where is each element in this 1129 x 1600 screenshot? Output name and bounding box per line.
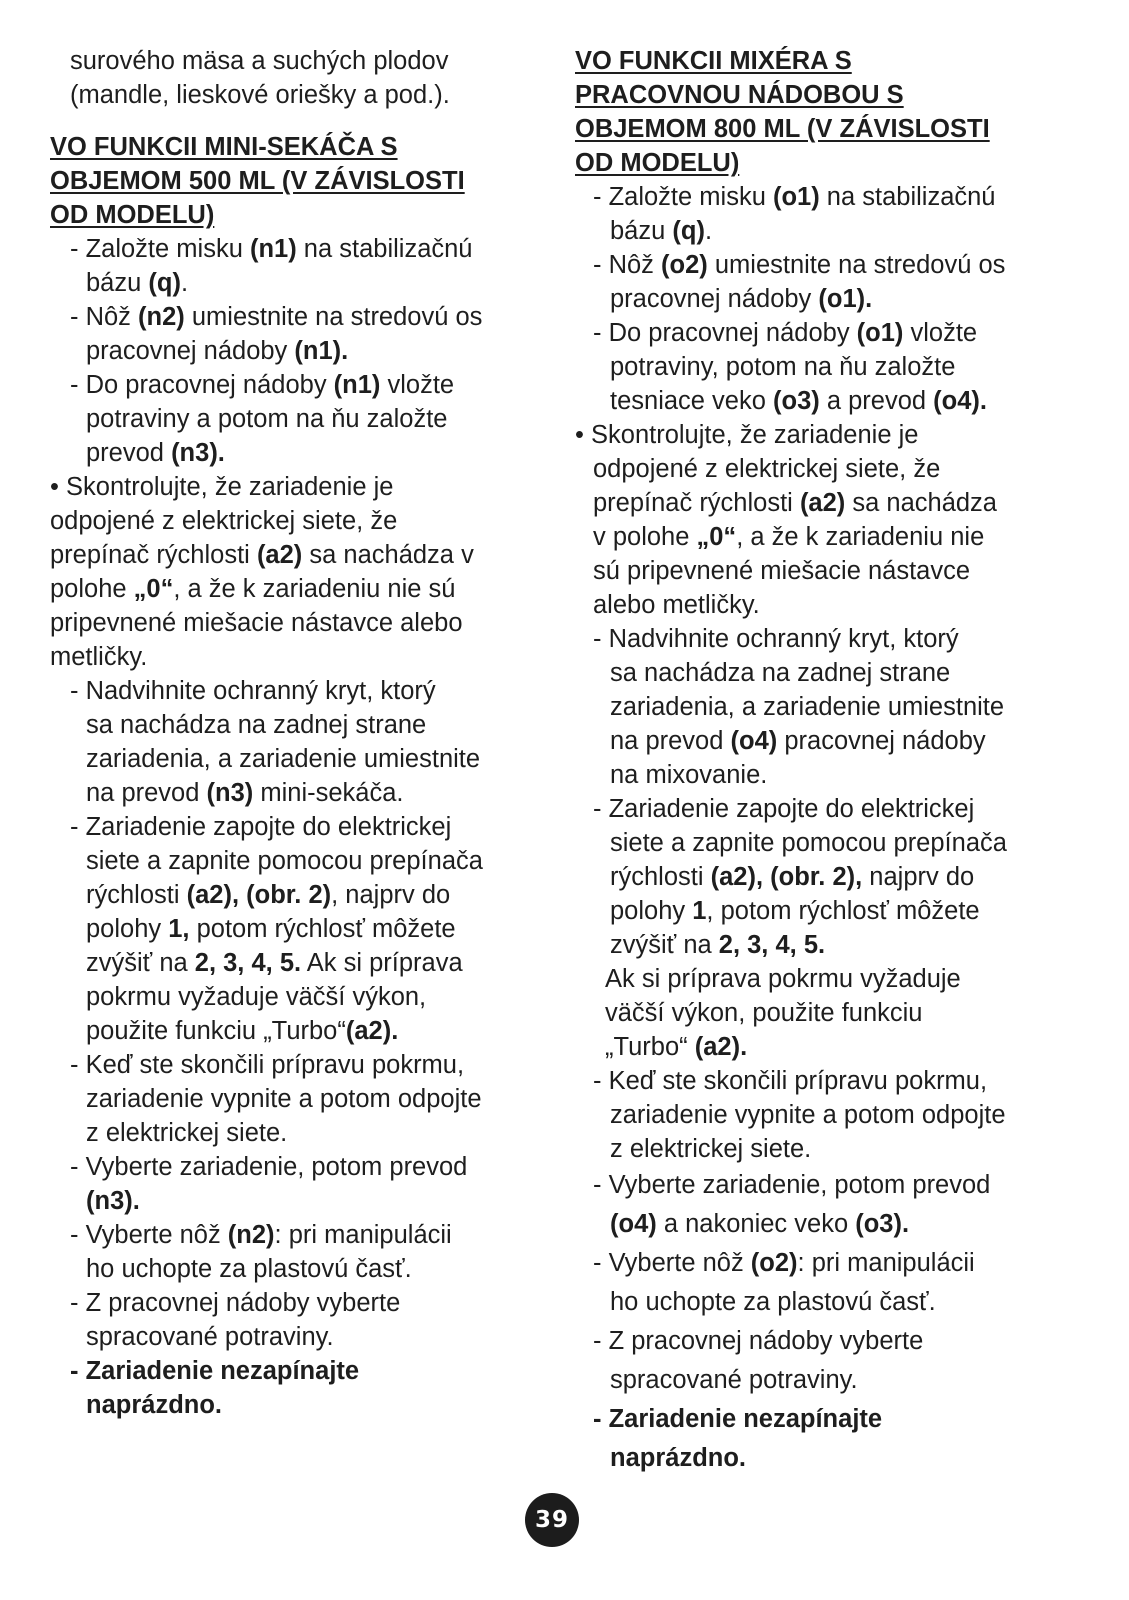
right-column — [575, 44, 1095, 1478]
step-line: (n3). — [86, 1187, 140, 1215]
step-line: polohy 1, potom rýchlosť môžete — [610, 897, 980, 925]
step-line: zariadenia, a zariadenie umiestnite — [86, 745, 481, 773]
step-line: - Keď ste skončili prípravu pokrmu, — [593, 1067, 988, 1095]
step-line: - Založte misku (o1) na stabilizačnú — [593, 183, 996, 211]
step-line: ho uchopte za plastovú časť. — [610, 1288, 936, 1316]
step-line: potraviny, potom na ňu založte — [610, 353, 956, 381]
step-line: - Nôž (n2) umiestnite na stredovú os — [70, 303, 483, 331]
step-line: - Keď ste skončili prípravu pokrmu, — [70, 1051, 465, 1079]
intro-line: surového mäsa a suchých plodov — [70, 47, 449, 75]
check-line: polohe „0“, a že k zariadeniu nie sú — [50, 575, 456, 603]
step-line: polohy 1, potom rýchlosť môžete — [86, 915, 456, 943]
step-line: spracované potraviny. — [610, 1366, 858, 1394]
section-heading-mini-chopper: OBJEMOM 500 ML (V ZÁVISLOSTI — [50, 167, 465, 195]
check-line: odpojené z elektrickej siete, že — [593, 455, 941, 483]
check-line: sú pripevnené miešacie nástavce — [593, 557, 971, 585]
step-line: tesniace veko (o3) a prevod (o4). — [610, 387, 987, 415]
check-line: • Skontrolujte, že zariadenie je — [50, 473, 394, 501]
step-line: použite funkciu „Turbo“(a2). — [86, 1017, 399, 1045]
step-line: - Vyberte zariadenie, potom prevod — [70, 1153, 468, 1181]
warning-line: - Zariadenie nezapínajte — [70, 1357, 360, 1385]
step-line: rýchlosti (a2), (obr. 2), najprv do — [86, 881, 451, 909]
step-line: Ak si príprava pokrmu vyžaduje — [605, 965, 961, 993]
intro-line: (mandle, lieskové oriešky a pod.). — [70, 81, 450, 109]
check-line: v polohe „0“, a že k zariadeniu nie — [593, 523, 985, 551]
check-line: prepínač rýchlosti (a2) sa nachádza v — [50, 541, 474, 569]
check-line: odpojené z elektrickej siete, že — [50, 507, 398, 535]
check-line: pripevnené miešacie nástavce alebo — [50, 609, 463, 637]
step-line: - Vyberte nôž (o2): pri manipulácii — [593, 1249, 975, 1277]
step-line: - Do pracovnej nádoby (o1) vložte — [593, 319, 978, 347]
step-line: - Nadvihnite ochranný kryt, ktorý — [593, 625, 959, 653]
step-line: z elektrickej siete. — [610, 1135, 812, 1163]
step-line: na prevod (o4) pracovnej nádoby — [610, 727, 986, 755]
step-line: zariadenia, a zariadenie umiestnite — [610, 693, 1005, 721]
step-line: na prevod (n3) mini-sekáča. — [86, 779, 404, 807]
check-line: metličky. — [50, 643, 148, 671]
warning-line: naprázdno. — [86, 1391, 223, 1419]
step-line: siete a zapnite pomocou prepínača — [86, 847, 483, 875]
section-heading-blender: OBJEMOM 800 ML (V ZÁVISLOSTI — [575, 115, 990, 143]
step-line: sa nachádza na zadnej strane — [86, 711, 427, 739]
step-line: rýchlosti (a2), (obr. 2), najprv do — [610, 863, 975, 891]
step-line: - Nadvihnite ochranný kryt, ktorý — [70, 677, 436, 705]
step-line: - Zariadenie zapojte do elektrickej — [593, 795, 975, 823]
section-heading-blender: PRACOVNOU NÁDOBOU S — [575, 81, 904, 109]
step-line: - Založte misku (n1) na stabilizačnú — [70, 235, 473, 263]
section-heading-blender: VO FUNKCII MIXÉRA S — [575, 47, 852, 75]
step-line: väčší výkon, použite funkciu — [605, 999, 923, 1027]
step-line: zariadenie vypnite a potom odpojte — [610, 1101, 1006, 1129]
step-line: - Nôž (o2) umiestnite na stredovú os — [593, 251, 1006, 279]
step-line: (o4) a nakoniec veko (o3). — [610, 1210, 910, 1238]
section-heading-blender: OD MODELU) — [575, 149, 740, 177]
warning-line: naprázdno. — [610, 1444, 747, 1472]
section-heading-mini-chopper: OD MODELU) — [50, 201, 215, 229]
step-line: zvýšiť na 2, 3, 4, 5. — [610, 931, 826, 959]
step-line: potraviny a potom na ňu založte — [86, 405, 448, 433]
step-line: ho uchopte za plastovú časť. — [86, 1255, 412, 1283]
left-column — [50, 44, 550, 1422]
step-line: - Z pracovnej nádoby vyberte — [593, 1327, 924, 1355]
step-line: pracovnej nádoby (o1). — [610, 285, 873, 313]
step-line: na mixovanie. — [610, 761, 768, 789]
check-line: alebo metličky. — [593, 591, 760, 619]
step-line: z elektrickej siete. — [86, 1119, 288, 1147]
step-line: pokrmu vyžaduje väčší výkon, — [86, 983, 427, 1011]
step-line: - Vyberte nôž (n2): pri manipulácii — [70, 1221, 452, 1249]
step-line: spracované potraviny. — [86, 1323, 334, 1351]
step-line: - Do pracovnej nádoby (n1) vložte — [70, 371, 455, 399]
step-line: - Vyberte zariadenie, potom prevod — [593, 1171, 991, 1199]
warning-line: - Zariadenie nezapínajte — [593, 1405, 883, 1433]
step-line: siete a zapnite pomocou prepínača — [610, 829, 1007, 857]
step-line: bázu (q). — [86, 269, 189, 297]
section-heading-mini-chopper: VO FUNKCII MINI-SEKÁČA S — [50, 133, 398, 161]
step-line: sa nachádza na zadnej strane — [610, 659, 951, 687]
step-line: bázu (q). — [610, 217, 713, 245]
step-line: pracovnej nádoby (n1). — [86, 337, 349, 365]
page-number-badge: 39 — [525, 1493, 579, 1547]
check-line: • Skontrolujte, že zariadenie je — [575, 421, 919, 449]
step-line: „Turbo“ (a2). — [605, 1033, 748, 1061]
step-line: zvýšiť na 2, 3, 4, 5. Ak si príprava — [86, 949, 463, 977]
step-line: zariadenie vypnite a potom odpojte — [86, 1085, 482, 1113]
step-line: - Zariadenie zapojte do elektrickej — [70, 813, 452, 841]
check-line: prepínač rýchlosti (a2) sa nachádza — [593, 489, 997, 517]
step-line: prevod (n3). — [86, 439, 225, 467]
step-line: - Z pracovnej nádoby vyberte — [70, 1289, 401, 1317]
